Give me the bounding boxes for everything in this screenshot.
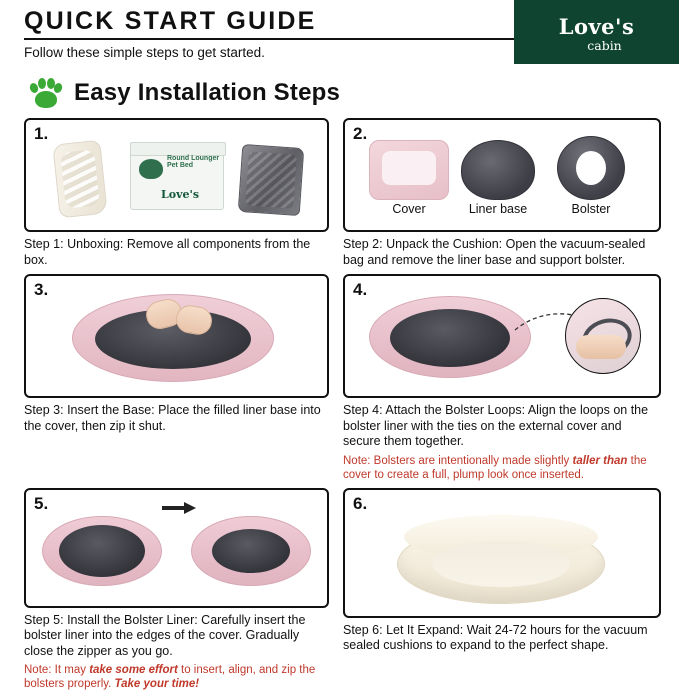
bolster-item [557,136,625,216]
step-2-illustration [345,120,659,230]
step-4-block [343,274,661,482]
step-4-illustration [345,276,659,396]
bolster-illustration [557,136,625,200]
steps-grid [0,116,679,691]
step-4-caption: Step 4: Attach the Bolster Loops: Align the loops on the bolster liner with the ties on the external cover and secure them together. [343,403,661,450]
step-4-number: 4. [353,280,367,300]
step-5-illustration [26,490,327,606]
step-2-caption: Step 2: Unpack the Cushion: Open the vacuum-sealed bag and remove the liner base and support bolster. [343,237,661,268]
step-6-block [343,488,661,654]
step-5-block [24,488,329,691]
loop-closeup-illustration [565,298,641,374]
rolled-cover-illustration [52,140,107,219]
title-divider [24,38,514,40]
bolster-label: Bolster [557,202,625,216]
step-3-illustration [26,276,327,396]
step-3-image [24,274,329,398]
step-2-number: 2. [353,124,367,144]
product-box-illustration [130,150,224,210]
box-brand-text: Love's [161,188,199,201]
step-4-note: Note: Bolsters are intentionally made slightly taller than the cover to create a full, plump look once inserted. [343,454,661,482]
step-3-number: 3. [34,280,48,300]
step-6-image [343,488,661,618]
header-text-block [0,0,514,64]
arrow-right-icon [162,502,196,514]
brand-subname: cabin [587,39,622,53]
step-1-caption: Step 1: Unboxing: Remove all components from the box. [24,237,329,268]
bed-after-illustration [191,516,311,586]
step-2-block [343,118,661,268]
liner-base-label: Liner base [461,202,535,216]
expanded-bed-illustration [397,524,605,604]
step-5-number: 5. [34,494,48,514]
page-subtitle: Follow these simple steps to get started. [24,44,514,62]
step-6-caption: Step 6: Let It Expand: Wait 24-72 hours for the vacuum sealed cushions to expand to the perfect shape. [343,623,661,654]
step-3-caption: Step 3: Insert the Base: Place the filled liner base into the cover, then zip it shut. [24,403,329,434]
step-5-note: Note: It may take some effort to insert, align, and zip the bolsters properly. Take your time! [24,663,329,691]
bed-before-illustration [42,516,162,586]
paw-icon [28,76,64,110]
step-5-image [24,488,329,608]
step-1-illustration [26,120,327,230]
liner-base-illustration [461,140,535,200]
steps-row-3 [24,488,657,691]
bed-bolster-loops-illustration [369,296,531,378]
page-header [0,0,679,64]
section-heading [0,64,679,116]
step-3-block [24,274,329,434]
brand-name: Love's [559,16,635,38]
brand-logo [514,0,679,64]
step-1-number: 1. [34,124,48,144]
step-1-image [24,118,329,232]
cover-illustration [369,140,449,200]
step-1-block [24,118,329,268]
step-6-illustration [345,490,659,616]
step-5-caption: Step 5: Install the Bolster Liner: Carefully insert the bolster liner into the edges of the cover. Gradually close the zipper as you go. [24,613,329,660]
step-2-image [343,118,661,232]
vacuum-bag-illustration [238,144,305,216]
steps-row-2 [24,274,657,482]
steps-row-1 [24,118,657,268]
cover-label: Cover [369,202,449,216]
page-title: QUICK START GUIDE [24,6,514,36]
section-title: Easy Installation Steps [74,79,340,107]
liner-base-item [461,140,535,216]
box-product-text: Round Lounger Pet Bed [167,155,223,169]
step-4-image [343,274,661,398]
cover-item [369,140,449,216]
step-6-number: 6. [353,494,367,514]
